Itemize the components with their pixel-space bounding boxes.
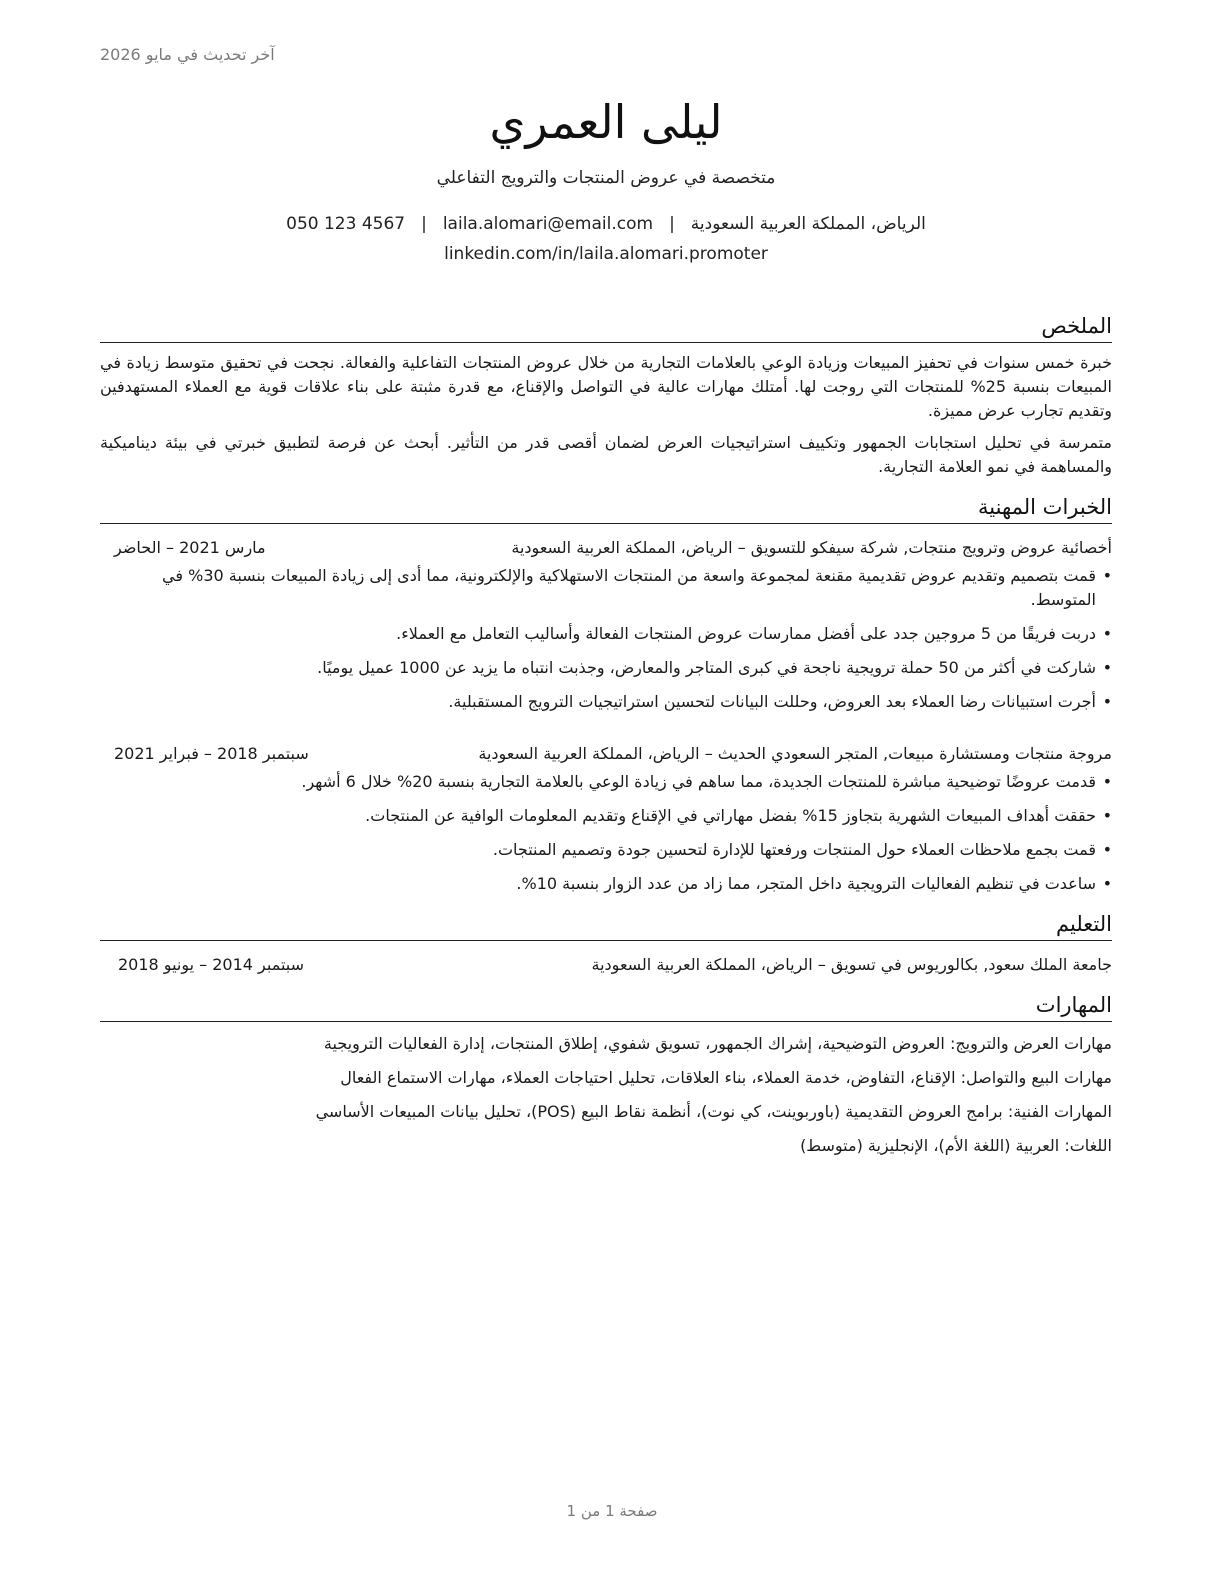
separator: |	[421, 214, 427, 234]
contact-line	[100, 214, 1112, 234]
education-section	[100, 910, 1112, 977]
skill-line: مهارات العرض والترويج: العروض التوضيحية، إشراك الجمهور، تسويق شفوي، إطلاق المنتجات، إدارة الفعاليات الترويجية	[323, 1034, 1112, 1053]
job-header	[100, 536, 1112, 560]
job-bullets	[100, 770, 1112, 896]
summary-paragraph: متمرسة في تحليل استجابات الجمهور وتكييف استراتيجيات العرض لضمان أقصى قدر من التأثير. أبحث عن فرصة لتطبيق خبرتي في بيئة ديناميكية والمساهمة في نمو العلامة التجارية.	[100, 433, 1112, 476]
education-entry	[100, 953, 1112, 977]
skill-line: المهارات الفنية: برامج العروض التقديمية (باوربوينت، كي نوت)، أنظمة نقاط البيع (POS)، تحليل بيانات المبيعات الأساسي	[315, 1102, 1112, 1121]
skill-line: مهارات البيع والتواصل: الإقناع، التفاوض، خدمة العملاء، بناء العلاقات، تحليل احتياجات العملاء، مهارات الاستماع الفعال	[340, 1068, 1112, 1087]
job-dates: سبتمبر 2018 – فبراير 2021	[114, 744, 309, 763]
education-heading: التعليم	[100, 910, 1112, 941]
job-header	[100, 742, 1112, 766]
skills-section	[100, 991, 1112, 1158]
summary-section	[100, 312, 1112, 479]
location-text: الرياض، المملكة العربية السعودية	[690, 214, 926, 234]
page-number: صفحة 1 من 1	[566, 1502, 658, 1520]
resume-header	[100, 90, 1112, 264]
experience-section	[100, 493, 1112, 896]
job-bullet: • أجرت استبيانات رضا العملاء بعد العروض، وحللت البيانات لتحسين استراتيجيات الترويج المستقبلية.	[100, 690, 1112, 714]
summary-heading: الملخص	[100, 312, 1112, 343]
experience-heading: الخبرات المهنية	[100, 493, 1112, 524]
skills-heading: المهارات	[100, 991, 1112, 1022]
education-dates: سبتمبر 2014 – يونيو 2018	[118, 955, 305, 974]
job-bullet: • قمت بجمع ملاحظات العملاء حول المنتجات ورفعتها للإدارة لتحسين جودة وتصميم المنتجات.	[100, 838, 1112, 862]
education-degree: جامعة الملك سعود, بكالوريوس في تسويق – الرياض، المملكة العربية السعودية	[591, 955, 1112, 974]
phone-text: 050 123 4567	[286, 214, 406, 234]
job-bullet: • ساعدت في تنظيم الفعاليات الترويجية داخل المتجر، مما زاد من عدد الزوار بنسبة 10%.	[100, 872, 1112, 896]
job-entry	[100, 742, 1112, 896]
job-bullet: • دربت فريقًا من 5 مروجين جدد على أفضل ممارسات عروض المنتجات الفعالة وأساليب التعامل مع العملاء.	[100, 622, 1112, 646]
job-bullet: • قدمت عروضًا توضيحية مباشرة للمنتجات الجديدة، مما ساهم في زيادة الوعي بالعلامة التجارية بنسبة 20% خلال 6 أشهر.	[100, 770, 1112, 794]
job-dates: مارس 2021 – الحاضر	[114, 538, 266, 557]
separator: |	[669, 214, 675, 234]
summary-paragraph: خبرة خمس سنوات في تحفيز المبيعات وزيادة الوعي بالعلامات التجارية من خلال عروض المنتجات التفاعلية والفعالة. نجحت في تحقيق متوسط زيادة في المبيعات بنسبة 25% للمنتجات التي روجت لها. أمتلك مهارات عالية في التواصل والإقناع، مع قدرة مثبتة على بناء علاقات قوية مع العملاء المستهدفين وتقديم تجارب عرض مميزة.	[100, 353, 1112, 420]
last-updated-note: آخر تحديث في مايو 2026	[100, 45, 275, 64]
candidate-title: متخصصة في عروض المنتجات والترويج التفاعلي	[436, 168, 776, 188]
skills-list	[100, 1032, 1112, 1158]
job-entry	[100, 536, 1112, 714]
job-bullet: • حققت أهداف المبيعات الشهرية بتجاوز 15% بفضل مهاراتي في الإقناع وتقديم المعلومات الوافية عن المنتجات.	[100, 804, 1112, 828]
candidate-name: ليلى العمري	[489, 95, 723, 149]
job-role: أخصائية عروض وترويج منتجات, شركة سيفكو للتسويق – الرياض، المملكة العربية السعودية	[511, 538, 1112, 557]
linkedin-link[interactable]: linkedin.com/in/laila.alomari.promoter	[444, 244, 768, 264]
job-bullets	[100, 564, 1112, 714]
job-bullet: • شاركت في أكثر من 50 حملة ترويجية ناجحة في كبرى المتاجر والمعارض، وجذبت انتباه ما يزيد عن 1000 عميل يوميًا.	[100, 656, 1112, 680]
job-bullet: • قمت بتصميم وتقديم عروض تقديمية مقنعة لمجموعة واسعة من المنتجات الاستهلاكية والإلكترونية، مما أدى إلى زيادة المبيعات بنسبة 30% في المتوسط.	[100, 564, 1112, 612]
email-link[interactable]: laila.alomari@email.com	[442, 214, 654, 234]
resume-body	[100, 312, 1112, 1168]
job-role: مروجة منتجات ومستشارة مبيعات, المتجر السعودي الحديث – الرياض، المملكة العربية السعودية	[478, 744, 1112, 763]
skill-line: اللغات: العربية (اللغة الأم)، الإنجليزية (متوسط)	[800, 1136, 1112, 1155]
